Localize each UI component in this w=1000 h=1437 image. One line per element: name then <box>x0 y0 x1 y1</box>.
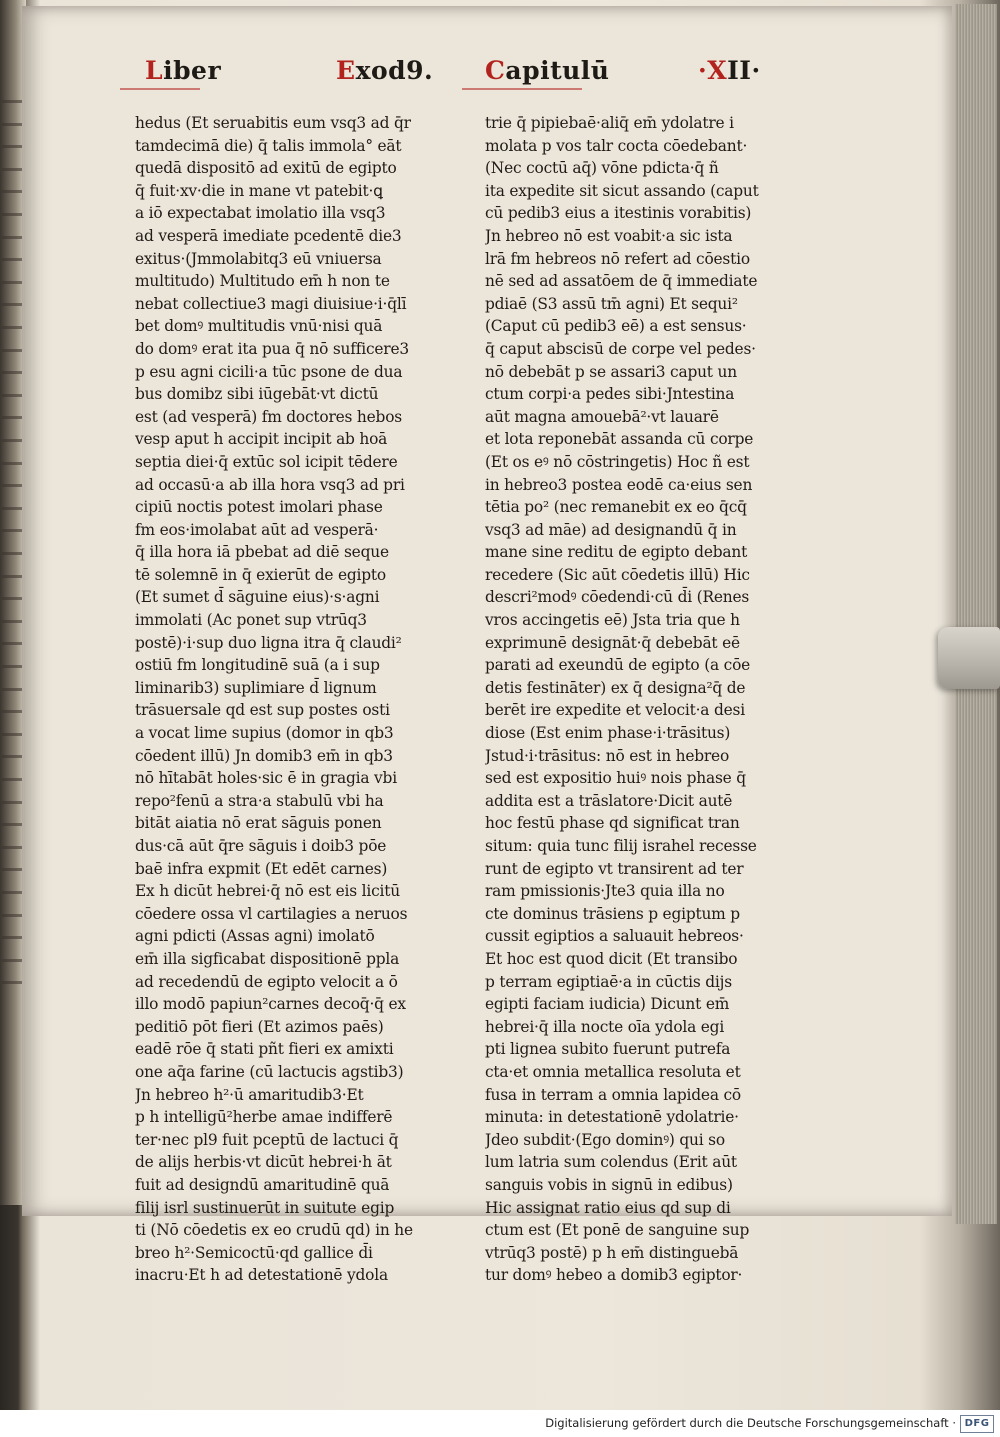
text-line: detis festināter) ex q̄ designa²q̄ de <box>485 678 746 697</box>
text-line: (Caput cū pedib3 eē) a est sensus· <box>485 317 747 336</box>
facing-page-text-fragment <box>2 620 22 623</box>
text-line: p h intelligū²herbe amae indifferē <box>135 1108 393 1127</box>
text-line: q̄ illa hora iā pbebat ad diē seque <box>135 543 389 562</box>
text-line: Jn hebreo nō est voabit·a sic ista <box>485 226 733 245</box>
text-line: (Et sumet d̄ sāguine eius)·s·agni <box>135 588 380 607</box>
facing-page-text-fragment <box>2 688 22 691</box>
text-line: tur domꝰ hebeo a domib3 egiptor· <box>485 1266 743 1285</box>
text-line: peditiō pōt fieri (Et azimos paēs) <box>135 1017 384 1036</box>
text-line: septia diei·q̄ extūc sol icipit tēdere <box>135 452 398 471</box>
text-line: filij isrl sustinuerūt in suitute egip <box>135 1198 395 1217</box>
text-line: bet domꝰ multitudis vnū·nisi quā <box>135 317 383 336</box>
text-line: berēt ire expedite et velocit·a desi <box>485 701 745 720</box>
text-line: pdiaē (S3 assū tm̄ agni) Et sequi² <box>485 294 738 313</box>
text-line: q̄ caput abscisū de corpe vel pedes· <box>485 339 756 358</box>
text-line: postē)·i·sup duo ligna itra q̄ claudi² <box>135 633 402 652</box>
text-line: descri²modꝰ cōedendi·cū d̄i (Renes <box>485 588 750 607</box>
text-line: diose (Est enim phase·i·trāsitus) <box>485 724 731 743</box>
text-line: tētia po² (nec remanebit ex eo q̄cq̄ <box>485 498 747 517</box>
text-line: tamdecimā die) q̄ talis immola° eāt <box>135 136 402 155</box>
facing-page-text-fragment <box>2 642 22 645</box>
text-line: in hebreo3 postea eodē ca·eius sen <box>485 475 753 494</box>
facing-page-text-fragment <box>2 597 22 600</box>
text-line: de alijs herbis·vt dicūt hebrei·h āt <box>135 1153 392 1172</box>
text-line: et lota reponebāt assanda cū corpe <box>485 430 754 449</box>
book-page <box>22 6 952 1285</box>
text-line: molata p vos talr cocta cōedebant· <box>485 136 748 155</box>
footer-bar <box>0 1410 1000 1437</box>
text-line: fusa in terram a omnia lapidea cō <box>485 1085 741 1104</box>
text-line: cipiū noctis potest imolari phase <box>135 498 383 517</box>
text-line: ti (Nō cōedetis ex eo crudū qd) in he <box>135 1221 413 1240</box>
text-line: sanguis vobis in signū in edibus) <box>485 1175 733 1194</box>
text-line: ad vesperā imediate pcedentē die3 <box>135 226 402 245</box>
text-line: ad recedendū de egipto velocit a ō <box>135 972 398 991</box>
header-liber: Liber <box>145 56 222 85</box>
facing-page-text-fragment <box>2 236 22 239</box>
text-line: ctum est (Et ponē de sanguine sup <box>485 1221 750 1240</box>
facing-page-text-fragment <box>2 575 22 578</box>
facing-page-text-fragment <box>2 100 22 103</box>
facing-page-text-fragment <box>2 168 22 171</box>
text-line: cū pedib3 eius a itestinis vorabitis) <box>485 204 752 223</box>
running-header <box>22 56 952 96</box>
facing-page-text-fragment <box>2 258 22 261</box>
text-line: bitāt aiatia nō erat sāguis ponen <box>135 814 382 833</box>
facing-page-text-fragment <box>2 801 22 804</box>
text-line: vros accingetis eē) Jsta tria que h <box>485 611 740 630</box>
rubric-stroke <box>462 88 582 90</box>
text-line: Jn hebreo h²·ū amaritudib3·Et <box>135 1085 364 1104</box>
text-line: cta·et omnia metallica resoluta et <box>485 1062 741 1081</box>
text-line: multitudo) Multitudo em̄ h non te <box>135 272 390 291</box>
facing-page-text-fragment <box>2 868 22 871</box>
text-line: q̄ fuit·xv·die in mane vt patebit·ꝗ <box>135 181 383 200</box>
text-line: breo h²·Semicoctū·qd gallice d̄i <box>135 1243 373 1262</box>
text-line: vsq3 ad māe) ad designandū q̄ in <box>485 520 737 539</box>
text-line: exprimunē designāt·q̄ debebāt eē <box>485 633 740 652</box>
text-line: situm: quia tunc filij israhel recesse <box>485 837 757 855</box>
text-line: egipti faciam iudicia) Dicunt em̄ <box>485 995 730 1014</box>
header-chapter-number: ·XII· <box>698 56 761 85</box>
text-line: Jdeo subdit·(Ego dominꝰ) qui so <box>485 1130 725 1149</box>
facing-page-text-fragment <box>2 145 22 148</box>
text-line: exitus·(Jmmolabitq3 eū vniuersa <box>135 249 382 268</box>
text-line: p esu agni cicili·a tūc psone de dua <box>135 362 403 381</box>
text-line: eadē rōe q̄ stati pñt fieri ex amixti <box>135 1040 394 1059</box>
text-line: (Et os eꝰ nō cōstringetis) Hoc ñ est <box>485 452 750 471</box>
text-line: bus domibz sibi iūgebāt·vt dictū <box>135 385 379 404</box>
text-column-left <box>135 112 420 1287</box>
text-line: trie q̄ pipiebaē·aliq̄ em̄ ydolatre i <box>485 114 734 132</box>
text-line: fm eos·imolabat aūt ad vesperā· <box>135 520 379 539</box>
text-line: Jstud·i·trāsitus: nō est in hebreo <box>485 746 730 765</box>
facing-page-text-fragment <box>2 936 22 939</box>
facing-page-text-fragment <box>2 891 22 894</box>
text-line: aūt magna amouebā²·vt lauarē <box>485 407 719 426</box>
text-line: do domꝰ erat ita pua q̄ nō sufficere3 <box>135 339 409 358</box>
text-line: p terram egiptiaē·a in cūctis dijs <box>485 972 732 991</box>
facing-page-text-fragment <box>2 416 22 419</box>
text-line: baē infra expmit (Et edēt carnes) <box>135 859 388 878</box>
text-line: trāsuersale qd est sup postes osti <box>135 701 390 720</box>
text-line: ctum corpi·a pedes sibi·Jntestina <box>485 385 735 404</box>
text-line: pti lignea subito fuerunt putrefa <box>485 1040 731 1059</box>
facing-page-text-fragment <box>2 846 22 849</box>
facing-page-text-fragment <box>2 326 22 329</box>
facing-page-text-fragment <box>2 778 22 781</box>
text-line: nebat collectiue3 magi diuisiue·i·q̄lī <box>135 294 407 313</box>
facing-page-text-fragment <box>2 213 22 216</box>
page-clip <box>938 627 1000 689</box>
text-line: cōedent illū) Jn domib3 em̄ in qb3 <box>135 746 393 765</box>
facing-page-text-fragment <box>2 552 22 555</box>
header-capitulum: Capitulū <box>485 56 610 85</box>
facing-page-text-fragment <box>2 349 22 352</box>
text-line: em̄ illa sigficabat dispositionē ppla <box>135 949 400 968</box>
facing-page-text-fragment <box>2 959 22 962</box>
facing-page-text-fragment <box>2 462 22 465</box>
text-line: lum latria sum colendus (Erit aūt <box>485 1153 737 1172</box>
header-book-title: Exod9. <box>336 56 434 85</box>
text-line: parati ad exeundū de egipto (a cōe <box>485 656 751 675</box>
text-line: vtrūq3 postē) p h em̄ distinguebā <box>485 1243 739 1262</box>
text-line: Et hoc est quod dicit (Et transibo <box>485 949 738 968</box>
text-line: ram pmissionis·Jte3 quia illa no <box>485 882 725 901</box>
text-line: cussit egiptios a saluauit hebreos· <box>485 927 744 946</box>
facing-page-text-fragment <box>2 529 22 532</box>
facing-page-text-fragment <box>2 507 22 510</box>
text-line: est (ad vesperā) fm doctores hebos <box>135 407 402 426</box>
facing-page-text-fragment <box>2 484 22 487</box>
text-line: ad occasū·a ab illa hora vsq3 ad pri <box>135 475 405 494</box>
text-line: nē sed ad assatōem de q̄ immediate <box>485 272 758 291</box>
text-line: a vocat lime supius (domor in qb3 <box>135 724 394 743</box>
facing-page-text-fragment <box>2 371 22 374</box>
facing-page-text-fragment <box>2 914 22 917</box>
facing-page-text-fragment <box>2 665 22 668</box>
text-line: quedā dispositō ad exitū de egipto <box>135 159 397 178</box>
text-line: recedere (Sic aūt cōedetis illū) Hic <box>485 565 750 584</box>
text-line: mane sine reditu de egipto debant <box>485 543 748 562</box>
text-line: inacru·Et h ad detestationē ydola <box>135 1266 388 1285</box>
page-block-edges <box>955 4 997 1224</box>
text-column-right <box>485 112 770 1287</box>
text-line: immolati (Ac ponet sup vtrūq3 <box>135 611 367 630</box>
facing-page-text-fragment <box>2 123 22 126</box>
facing-page-text-fragment <box>2 281 22 284</box>
text-line: ostiū fm longitudinē suā (a i sup <box>135 656 380 675</box>
text-line: a iō expectabat imolatio illa vsq3 <box>135 204 386 223</box>
facing-page-text-fragment <box>2 394 22 397</box>
text-line: nō hītabāt holes·sic ē in gragia vbi <box>135 769 397 788</box>
text-line: (Nec coctū aq̄) vōne pdicta·q̄ ñ <box>485 159 719 178</box>
text-line: liminarib3) suplimiare d̄ lignum <box>135 678 377 697</box>
text-line: nō debebāt p se assari3 caput un <box>485 362 737 381</box>
facing-page-text-fragment <box>2 439 22 442</box>
text-line: vesp aput h accipit incipit ab hoā <box>135 430 388 449</box>
text-line: sed est expositio huiꝰ nois phase q̄ <box>485 769 746 788</box>
text-line: dus·cā aūt q̄re sāguis i doib3 pōe <box>135 837 387 855</box>
text-line: cōedere ossa vl cartilagies a neruos <box>135 904 408 923</box>
text-line: cte dominus trāsiens p egiptum p <box>485 904 740 923</box>
facing-page-text-fragment <box>2 303 22 306</box>
text-line: runt de egipto vt transirent ad ter <box>485 859 744 878</box>
facing-page-text-fragment <box>2 733 22 736</box>
text-line: hedus (Et seruabitis eum vsq3 ad q̄r <box>135 114 411 132</box>
facing-page-text-fragment <box>2 190 22 193</box>
facing-page-text-fragment <box>2 823 22 826</box>
facing-page-text-fragment <box>2 981 22 984</box>
text-line: hebrei·q̄ illa nocte oīa ydola egi <box>485 1017 725 1036</box>
text-line: one aq̄a farine (cū lactucis agstib3) <box>135 1062 404 1081</box>
dfg-logo: DFG <box>960 1415 994 1433</box>
text-line: lrā fm hebreos nō refert ad cōestio <box>485 249 750 268</box>
text-line: addita est a trāslatore·Dicit autē <box>485 791 733 810</box>
text-line: ter·nec pl9 fuit pceptū de lactuci q̄ <box>135 1130 399 1149</box>
text-line: repo²fenū a stra·a stabulū vbi ha <box>135 791 384 810</box>
text-line: illo modō papiun²carnes decoq̄·q̄ ex <box>135 995 406 1014</box>
text-line: hoc festū phase qd significat tran <box>485 814 740 833</box>
facing-page-text-fragment <box>2 710 22 713</box>
text-line: tē solemnē in q̄ exierūt de egipto <box>135 565 386 584</box>
text-line: agni pdicti (Assas agni) imolatō <box>135 927 375 946</box>
funding-credit: Digitalisierung gefördert durch die Deutsche Forschungsgemeinschaft · <box>545 1416 956 1430</box>
text-line: ita expedite sit sicut assando (caput <box>485 181 759 200</box>
text-line: Hic assignat ratio eius qd sup di <box>485 1198 731 1217</box>
rubric-stroke <box>120 88 200 90</box>
facing-page-text-fragment <box>2 755 22 758</box>
text-line: minuta: in detestationē ydolatrie· <box>485 1108 739 1127</box>
text-line: fuit ad designdū amaritudinē quā <box>135 1175 390 1194</box>
text-line: Ex h dicūt hebrei·q̄ nō est eis licitū <box>135 882 400 901</box>
